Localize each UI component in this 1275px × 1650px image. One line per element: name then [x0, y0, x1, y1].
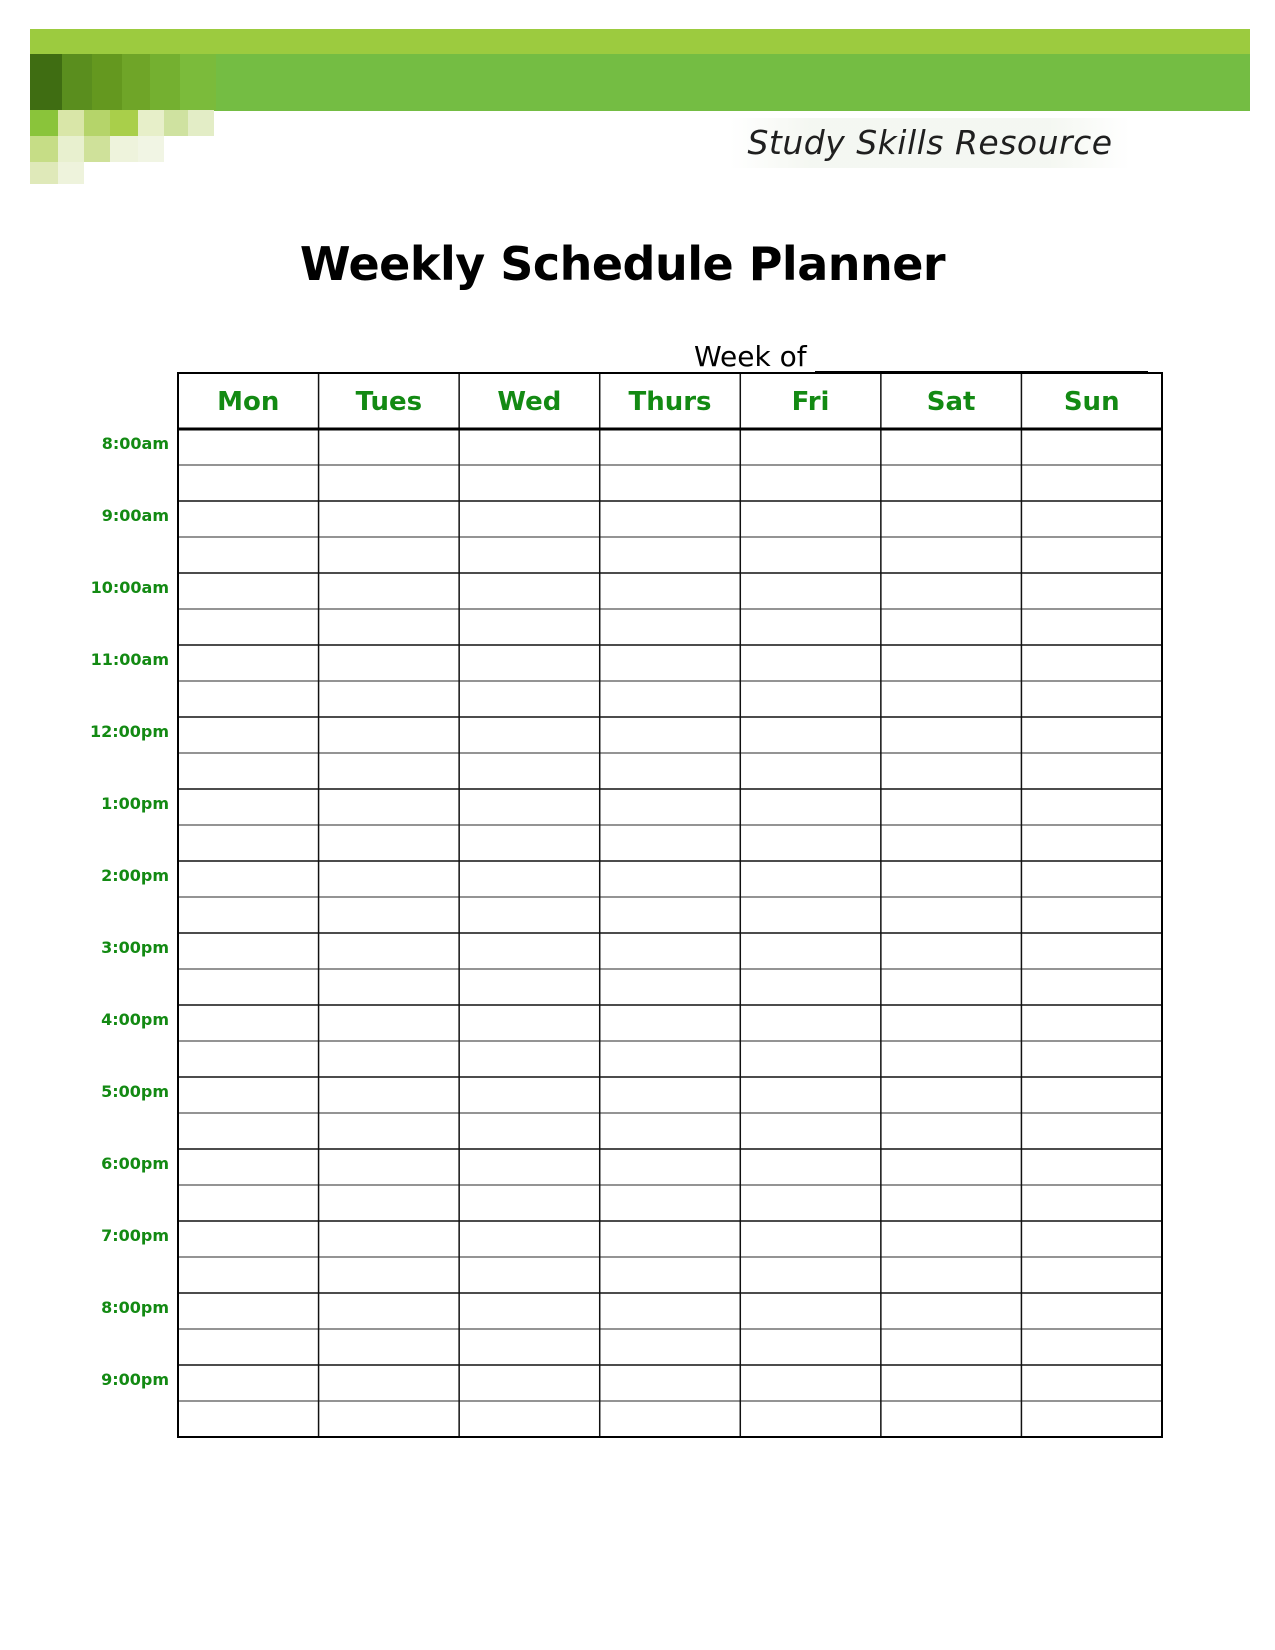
schedule-cell[interactable] — [1022, 502, 1161, 536]
schedule-cell[interactable] — [882, 1186, 1021, 1220]
schedule-cell[interactable] — [320, 790, 459, 824]
schedule-cell[interactable] — [882, 1330, 1021, 1364]
schedule-cell[interactable] — [179, 574, 318, 608]
schedule-cell[interactable] — [882, 538, 1021, 572]
schedule-cell[interactable] — [601, 502, 740, 536]
schedule-cell[interactable] — [179, 1042, 318, 1076]
schedule-cell[interactable] — [741, 646, 880, 680]
schedule-cell[interactable] — [882, 430, 1021, 464]
schedule-cell[interactable] — [601, 1402, 740, 1436]
schedule-cell[interactable] — [460, 1330, 599, 1364]
day-header-tues: Tues — [355, 387, 423, 417]
schedule-cell[interactable] — [741, 754, 880, 788]
schedule-cell[interactable] — [320, 754, 459, 788]
schedule-cell[interactable] — [320, 1186, 459, 1220]
schedule-cell[interactable] — [179, 646, 318, 680]
schedule-cell[interactable] — [460, 466, 599, 500]
time-label: 4:00pm — [101, 1010, 169, 1029]
time-label: 7:00pm — [101, 1226, 169, 1245]
schedule-cell[interactable] — [1022, 898, 1161, 932]
schedule-cell[interactable] — [741, 1258, 880, 1292]
schedule-cell[interactable] — [460, 574, 599, 608]
day-header-thurs: Thurs — [628, 387, 712, 417]
schedule-cell[interactable] — [741, 970, 880, 1004]
schedule-cell[interactable] — [1022, 718, 1161, 752]
schedule-cell[interactable] — [601, 718, 740, 752]
schedule-cell[interactable] — [460, 1366, 599, 1400]
schedule-cell[interactable] — [1022, 1402, 1161, 1436]
day-header-sun: Sun — [1063, 387, 1120, 417]
schedule-cell[interactable] — [741, 1114, 880, 1148]
week-of-label: Week of — [694, 340, 807, 373]
schedule-cell[interactable] — [179, 1078, 318, 1112]
schedule-cell[interactable] — [320, 1330, 459, 1364]
schedule-cell[interactable] — [882, 862, 1021, 896]
schedule-cell[interactable] — [460, 502, 599, 536]
schedule-cell[interactable] — [179, 1258, 318, 1292]
schedule-cell[interactable] — [882, 1222, 1021, 1256]
time-label: 2:00pm — [101, 866, 169, 885]
schedule-cell[interactable] — [179, 1294, 318, 1328]
schedule-cell[interactable] — [601, 610, 740, 644]
schedule-cell[interactable] — [741, 790, 880, 824]
schedule-cell[interactable] — [882, 718, 1021, 752]
schedule-cell[interactable] — [741, 1366, 880, 1400]
schedule-cell[interactable] — [460, 1186, 599, 1220]
schedule-cell[interactable] — [320, 430, 459, 464]
schedule-cell[interactable] — [320, 1078, 459, 1112]
schedule-cell[interactable] — [601, 898, 740, 932]
schedule-cell[interactable] — [741, 1006, 880, 1040]
schedule-cell[interactable] — [601, 682, 740, 716]
schedule-cell[interactable] — [882, 1150, 1021, 1184]
schedule-cell[interactable] — [460, 934, 599, 968]
schedule-cell[interactable] — [601, 1006, 740, 1040]
schedule-cell[interactable] — [460, 1258, 599, 1292]
schedule-cell[interactable] — [882, 898, 1021, 932]
schedule-cell[interactable] — [320, 1258, 459, 1292]
schedule-cell[interactable] — [179, 1150, 318, 1184]
day-header-wed: Wed — [497, 387, 562, 417]
schedule-cell[interactable] — [179, 430, 318, 464]
schedule-cell[interactable] — [1022, 862, 1161, 896]
schedule-cell[interactable] — [741, 1294, 880, 1328]
schedule-cell[interactable] — [741, 430, 880, 464]
schedule-cell[interactable] — [179, 934, 318, 968]
schedule-cell[interactable] — [1022, 1366, 1161, 1400]
schedule-cell[interactable] — [1022, 1186, 1161, 1220]
schedule-cell[interactable] — [882, 826, 1021, 860]
schedule-cell[interactable] — [601, 790, 740, 824]
schedule-cell[interactable] — [882, 1078, 1021, 1112]
schedule-cell[interactable] — [320, 970, 459, 1004]
schedule-cell[interactable] — [1022, 1294, 1161, 1328]
schedule-cell[interactable] — [460, 1150, 599, 1184]
schedule-cell[interactable] — [1022, 682, 1161, 716]
schedule-cell[interactable] — [882, 1042, 1021, 1076]
schedule-cell[interactable] — [320, 1366, 459, 1400]
schedule-cell[interactable] — [601, 934, 740, 968]
schedule-cell[interactable] — [320, 1402, 459, 1436]
schedule-cell[interactable] — [601, 862, 740, 896]
schedule-cell[interactable] — [741, 610, 880, 644]
time-label: 1:00pm — [101, 794, 169, 813]
schedule-cell[interactable] — [179, 502, 318, 536]
schedule-cell[interactable] — [179, 1366, 318, 1400]
time-label: 10:00am — [90, 578, 169, 597]
schedule-cell[interactable] — [320, 1114, 459, 1148]
schedule-cell[interactable] — [179, 826, 318, 860]
schedule-cell[interactable] — [601, 1114, 740, 1148]
schedule-cell[interactable] — [1022, 538, 1161, 572]
schedule-cell[interactable] — [320, 466, 459, 500]
schedule-cell[interactable] — [460, 898, 599, 932]
schedule-cell[interactable] — [882, 610, 1021, 644]
schedule-cell[interactable] — [460, 610, 599, 644]
schedule-cell[interactable] — [1022, 1330, 1161, 1364]
schedule-cell[interactable] — [741, 934, 880, 968]
schedule-cell[interactable] — [179, 790, 318, 824]
schedule-cell[interactable] — [320, 574, 459, 608]
schedule-cell[interactable] — [741, 826, 880, 860]
day-header-sat: Sat — [926, 387, 976, 417]
schedule-cell[interactable] — [1022, 1258, 1161, 1292]
schedule-cell[interactable] — [460, 646, 599, 680]
schedule-cell[interactable] — [179, 970, 318, 1004]
schedule-cell[interactable] — [1022, 826, 1161, 860]
schedule-cell[interactable] — [1022, 1114, 1161, 1148]
schedule-cell[interactable] — [460, 1222, 599, 1256]
page-title: Weekly Schedule Planner — [299, 237, 946, 291]
schedule-cell[interactable] — [460, 970, 599, 1004]
schedule-cell[interactable] — [1022, 1006, 1161, 1040]
schedule-cell[interactable] — [179, 718, 318, 752]
schedule-cell[interactable] — [1022, 1222, 1161, 1256]
schedule-cell[interactable] — [882, 646, 1021, 680]
schedule-cell[interactable] — [882, 1366, 1021, 1400]
schedule-cell[interactable] — [179, 1402, 318, 1436]
schedule-cell[interactable] — [320, 1150, 459, 1184]
schedule-cell[interactable] — [179, 466, 318, 500]
schedule-cell[interactable] — [601, 1186, 740, 1220]
schedule-cell[interactable] — [320, 862, 459, 896]
schedule-cell[interactable] — [179, 610, 318, 644]
schedule-cell[interactable] — [601, 1222, 740, 1256]
time-label: 6:00pm — [101, 1154, 169, 1173]
schedule-cell[interactable] — [460, 1114, 599, 1148]
schedule-cell[interactable] — [460, 718, 599, 752]
schedule-cell[interactable] — [460, 754, 599, 788]
schedule-cell[interactable] — [741, 682, 880, 716]
schedule-cell[interactable] — [1022, 610, 1161, 644]
schedule-cell[interactable] — [601, 1078, 740, 1112]
schedule-cell[interactable] — [601, 574, 740, 608]
schedule-cell[interactable] — [460, 1402, 599, 1436]
day-header-mon: Mon — [217, 387, 280, 417]
schedule-cell[interactable] — [320, 934, 459, 968]
schedule-cell[interactable] — [882, 1258, 1021, 1292]
schedule-cell[interactable] — [179, 1222, 318, 1256]
schedule-cell[interactable] — [882, 574, 1021, 608]
schedule-cell[interactable] — [741, 898, 880, 932]
schedule-cell[interactable] — [601, 430, 740, 464]
schedule-cell[interactable] — [882, 1294, 1021, 1328]
schedule-cell[interactable] — [460, 826, 599, 860]
schedule-cell[interactable] — [320, 1222, 459, 1256]
schedule-cell[interactable] — [601, 1330, 740, 1364]
schedule-cell[interactable] — [460, 1078, 599, 1112]
schedule-cell[interactable] — [601, 466, 740, 500]
schedule-cell[interactable] — [601, 1150, 740, 1184]
schedule-cell[interactable] — [320, 502, 459, 536]
schedule-cell[interactable] — [882, 970, 1021, 1004]
schedule-cell[interactable] — [882, 502, 1021, 536]
time-label: 8:00am — [101, 434, 169, 453]
schedule-cell[interactable] — [741, 1222, 880, 1256]
schedule-cell[interactable] — [179, 898, 318, 932]
schedule-cell[interactable] — [179, 1330, 318, 1364]
schedule-cell[interactable] — [601, 1294, 740, 1328]
schedule-cell[interactable] — [882, 1006, 1021, 1040]
schedule-cell[interactable] — [320, 1042, 459, 1076]
time-label: 8:00pm — [101, 1298, 169, 1317]
schedule-cell[interactable] — [320, 718, 459, 752]
schedule-cell[interactable] — [882, 1402, 1021, 1436]
resource-label: Study Skills Resource — [730, 118, 1130, 168]
schedule-cell[interactable] — [1022, 430, 1161, 464]
schedule-cell[interactable] — [741, 1078, 880, 1112]
schedule-cell[interactable] — [882, 682, 1021, 716]
schedule-cell[interactable] — [320, 826, 459, 860]
schedule-cell[interactable] — [1022, 466, 1161, 500]
schedule-cell[interactable] — [460, 430, 599, 464]
schedule-cell[interactable] — [601, 754, 740, 788]
schedule-cell[interactable] — [460, 790, 599, 824]
time-label: 9:00am — [101, 506, 169, 525]
schedule-cell[interactable] — [1022, 790, 1161, 824]
schedule-cell[interactable] — [601, 1042, 740, 1076]
schedule-cell[interactable] — [460, 862, 599, 896]
schedule-cell[interactable] — [882, 934, 1021, 968]
schedule-cell[interactable] — [179, 538, 318, 572]
schedule-cell[interactable] — [460, 1042, 599, 1076]
schedule-cell[interactable] — [1022, 1078, 1161, 1112]
schedule-cell[interactable] — [460, 1006, 599, 1040]
day-header-fri: Fri — [791, 387, 830, 417]
schedule-cell[interactable] — [320, 646, 459, 680]
schedule-cell[interactable] — [320, 1294, 459, 1328]
schedule-cell[interactable] — [1022, 934, 1161, 968]
schedule-cell[interactable] — [741, 538, 880, 572]
schedule-cell[interactable] — [741, 1186, 880, 1220]
schedule-cell[interactable] — [460, 682, 599, 716]
schedule-cell[interactable] — [1022, 646, 1161, 680]
schedule-cell[interactable] — [179, 862, 318, 896]
schedule-cell[interactable] — [741, 1150, 880, 1184]
schedule-cell[interactable] — [320, 1006, 459, 1040]
schedule-cell[interactable] — [1022, 970, 1161, 1004]
schedule-cell[interactable] — [179, 1186, 318, 1220]
schedule-cell[interactable] — [320, 538, 459, 572]
schedule-cell[interactable] — [179, 682, 318, 716]
schedule-cell[interactable] — [1022, 754, 1161, 788]
schedule-cell[interactable] — [741, 1402, 880, 1436]
schedule-cell[interactable] — [741, 502, 880, 536]
time-label: 3:00pm — [101, 938, 169, 957]
schedule-cell[interactable] — [601, 538, 740, 572]
time-label: 11:00am — [90, 650, 169, 669]
schedule-cell[interactable] — [882, 1114, 1021, 1148]
schedule-cell[interactable] — [601, 1366, 740, 1400]
schedule-cell[interactable] — [741, 718, 880, 752]
schedule-cell[interactable] — [601, 646, 740, 680]
schedule-cell[interactable] — [741, 862, 880, 896]
schedule-cell[interactable] — [320, 898, 459, 932]
schedule-cell[interactable] — [601, 970, 740, 1004]
schedule-cell[interactable] — [741, 574, 880, 608]
time-label: 9:00pm — [101, 1370, 169, 1389]
time-label: 5:00pm — [101, 1082, 169, 1101]
time-label: 12:00pm — [89, 722, 169, 741]
schedule-cell[interactable] — [320, 682, 459, 716]
schedule-cell[interactable] — [320, 610, 459, 644]
schedule-cell[interactable] — [882, 754, 1021, 788]
schedule-cell[interactable] — [741, 466, 880, 500]
schedule-cell[interactable] — [1022, 1150, 1161, 1184]
schedule-cell[interactable] — [179, 1114, 318, 1148]
schedule-cell[interactable] — [601, 1258, 740, 1292]
schedule-cell[interactable] — [601, 826, 740, 860]
schedule-cell[interactable] — [741, 1042, 880, 1076]
schedule-cell[interactable] — [460, 1294, 599, 1328]
schedule-cell[interactable] — [1022, 1042, 1161, 1076]
schedule-cell[interactable] — [1022, 574, 1161, 608]
schedule-cell[interactable] — [179, 1006, 318, 1040]
schedule-cell[interactable] — [882, 466, 1021, 500]
schedule-cell[interactable] — [460, 538, 599, 572]
schedule-cell[interactable] — [179, 754, 318, 788]
schedule-cell[interactable] — [882, 790, 1021, 824]
schedule-cell[interactable] — [741, 1330, 880, 1364]
